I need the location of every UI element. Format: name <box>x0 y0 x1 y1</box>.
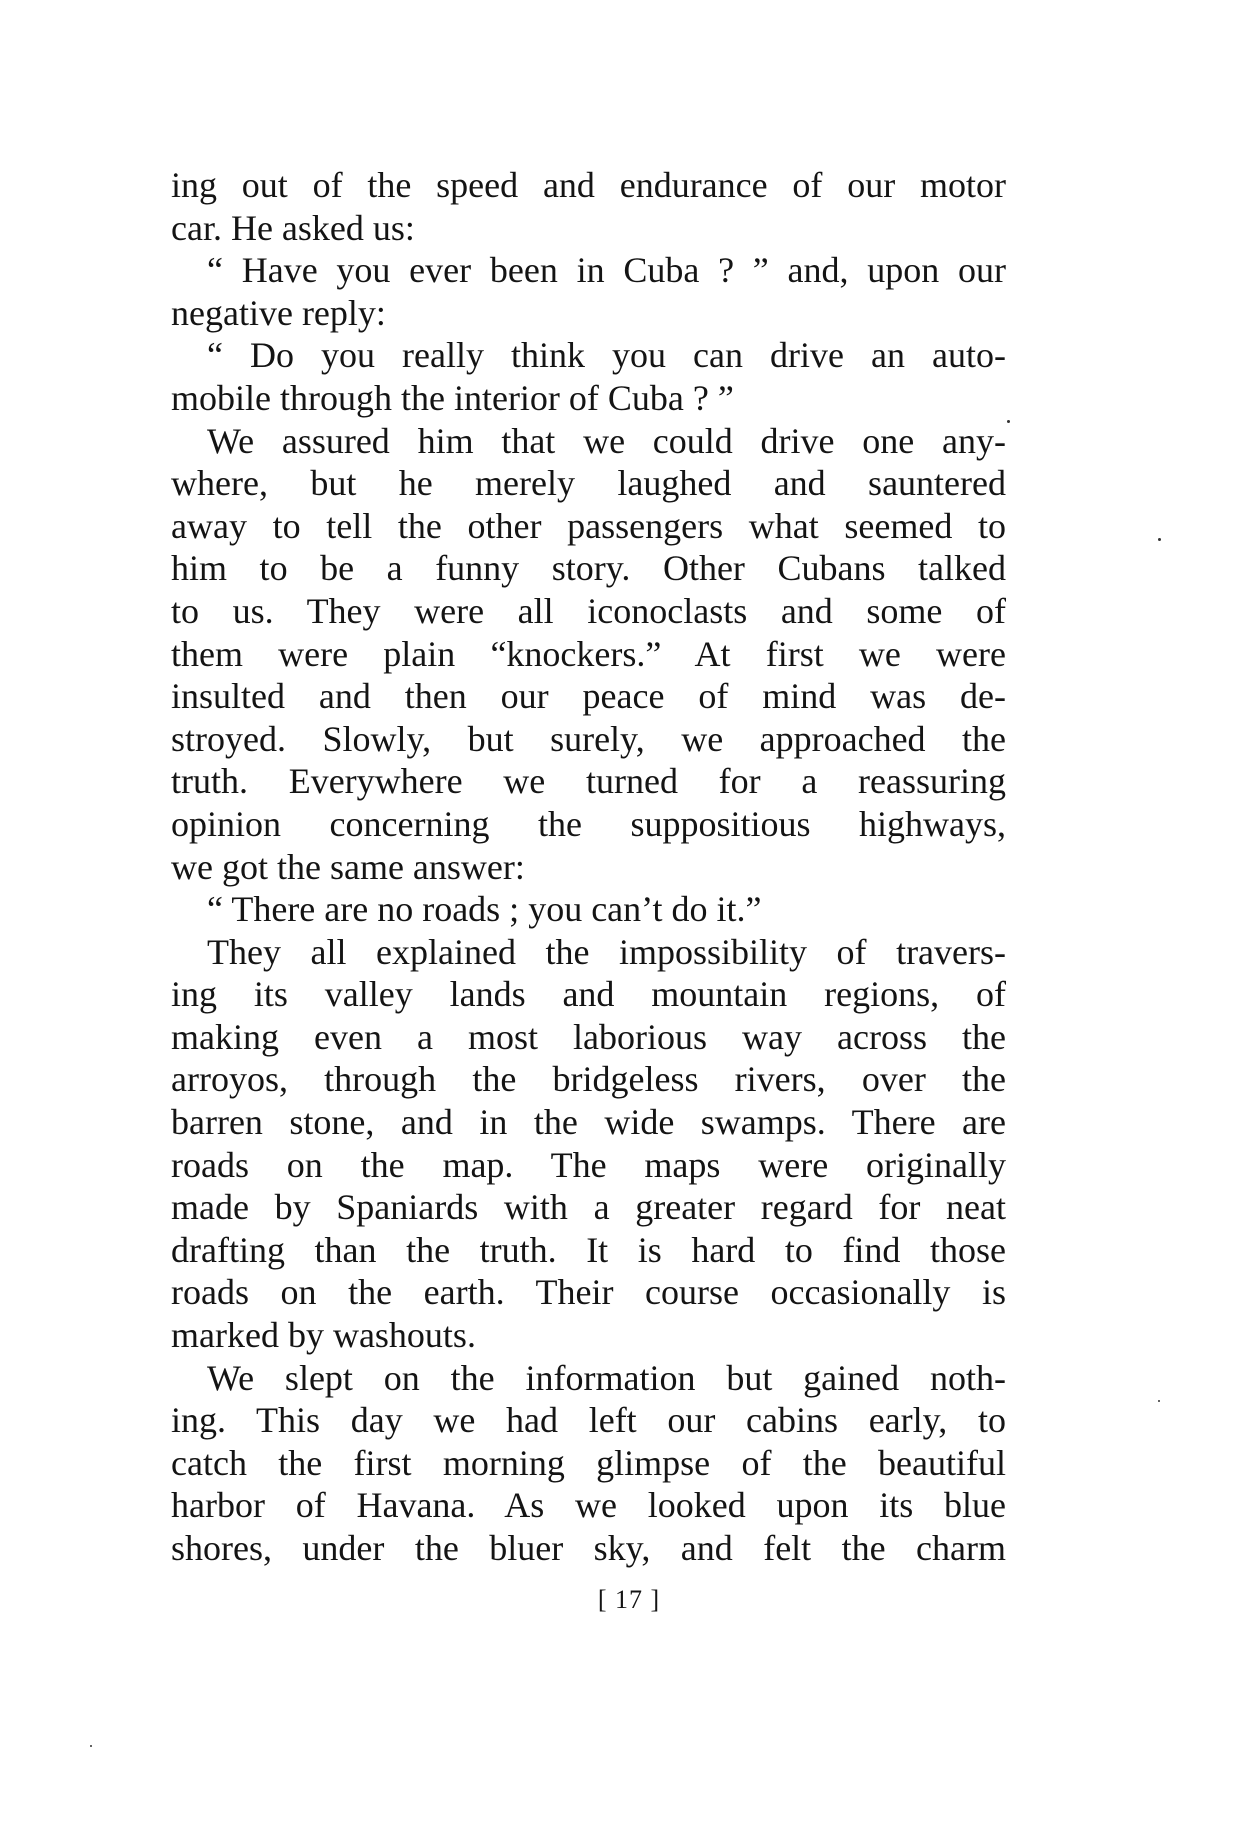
text-line: stroyed. Slowly, but surely, we approached the <box>171 718 1006 759</box>
text-line: away to tell the other passengers what seemed to <box>171 505 1006 546</box>
text-line: harbor of Havana. As we looked upon its blue <box>171 1485 1006 1526</box>
text-line: roads on the earth. Their course occasionally is <box>171 1272 1006 1313</box>
text-line: catch the first morning glimpse of the beautiful <box>171 1442 1006 1483</box>
text-line: making even a most laborious way across the <box>171 1016 1006 1057</box>
text-line: roads on the map. The maps were originally <box>171 1144 1006 1185</box>
text-line: We assured him that we could drive one any- <box>207 420 1006 461</box>
text-line: we got the same answer: <box>171 846 525 887</box>
text-line: “ Have you ever been in Cuba ? ” and, upon our <box>207 250 1006 291</box>
text-line: them were plain “knockers.” At first we were <box>171 633 1006 674</box>
text-line: to us. They were all iconoclasts and some of <box>171 590 1006 631</box>
text-line: We slept on the information but gained noth- <box>207 1357 1006 1398</box>
text-line: “ There are no roads ; you can’t do it.” <box>207 889 762 930</box>
text-line: “ Do you really think you can drive an auto- <box>207 335 1006 376</box>
text-line: ing its valley lands and mountain regions, of <box>171 974 1006 1015</box>
text-line: truth. Everywhere we turned for a reassuring <box>171 761 1006 802</box>
text-line: mobile through the interior of Cuba ? ” <box>171 377 734 418</box>
text-line: made by Spaniards with a greater regard for neat <box>171 1187 1006 1228</box>
text-line: They all explained the impossibility of travers- <box>207 931 1006 972</box>
scan-speck <box>1007 420 1010 423</box>
page-number: [ 17 ] <box>597 1585 661 1614</box>
text-line: insulted and then our peace of mind was de- <box>171 676 1006 717</box>
text-line: him to be a funny story. Other Cubans talked <box>171 548 1006 589</box>
text-line: opinion concerning the suppositious highways, <box>171 803 1006 844</box>
scan-speck <box>90 1745 92 1747</box>
text-line: ing. This day we had left our cabins early, to <box>171 1400 1006 1441</box>
text-line: drafting than the truth. It is hard to find those <box>171 1229 1006 1270</box>
text-line: barren stone, and in the wide swamps. There are <box>171 1102 1006 1143</box>
text-line: negative reply: <box>171 292 386 333</box>
text-line: ing out of the speed and endurance of our motor <box>171 165 1006 205</box>
text-line: marked by washouts. <box>171 1315 476 1356</box>
text-line: where, but he merely laughed and sauntered <box>171 463 1006 504</box>
text-line: car. He asked us: <box>171 207 415 248</box>
scan-speck <box>1158 1400 1160 1402</box>
text-line: arroyos, through the bridgeless rivers, over the <box>171 1059 1006 1100</box>
scan-speck <box>1158 538 1161 541</box>
text-line: shores, under the bluer sky, and felt the charm <box>171 1528 1006 1568</box>
body-text <box>171 164 1006 1570</box>
